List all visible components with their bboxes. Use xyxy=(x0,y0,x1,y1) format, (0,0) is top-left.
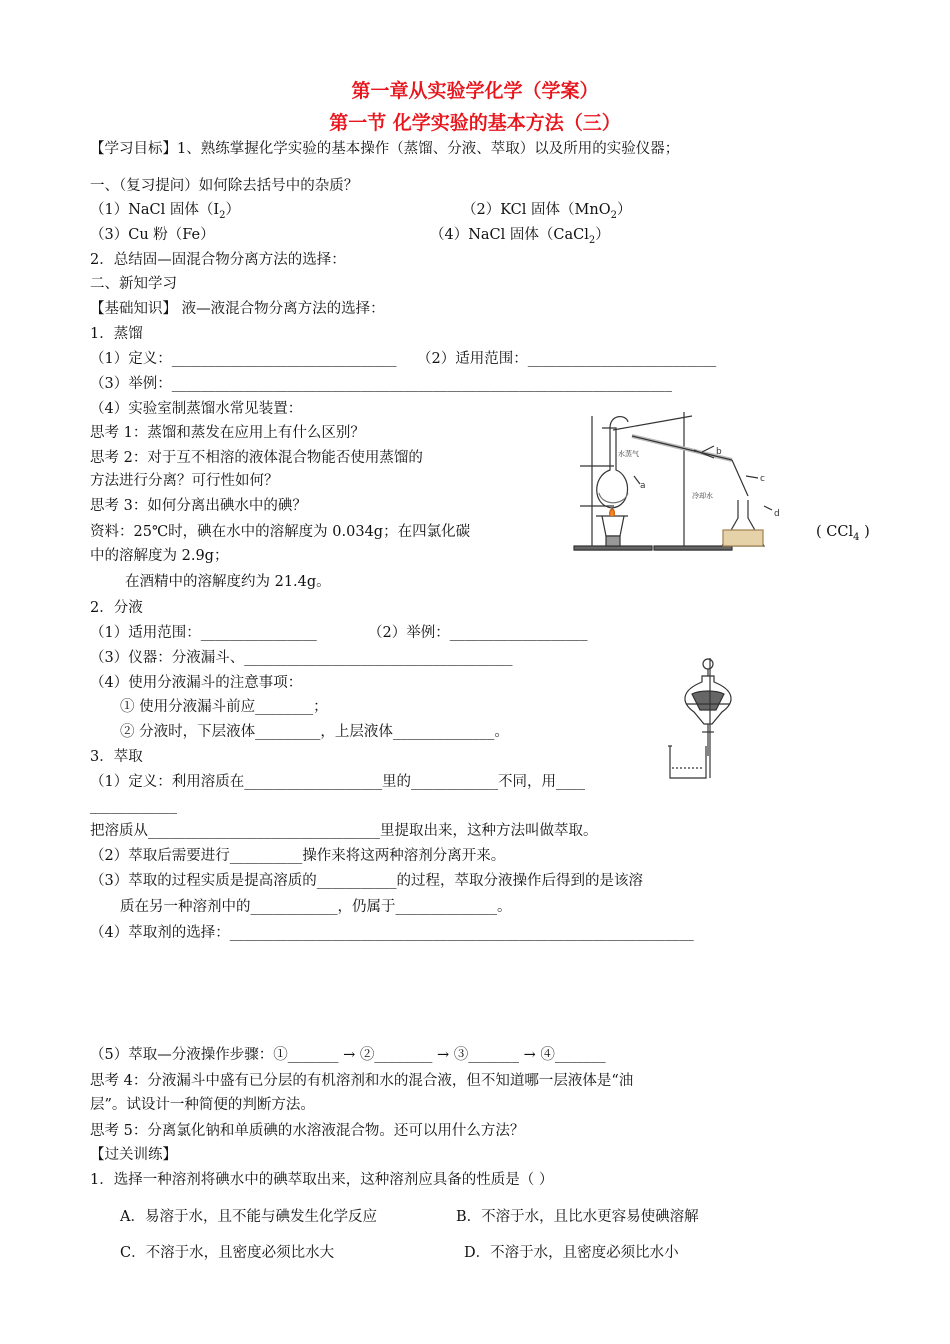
data-note-continued: 中的溶解度为 2.9g； xyxy=(90,548,229,564)
extract-after: （2）萃取后需要进行__________操作来将这两种溶剂分离开来。 xyxy=(90,848,506,864)
separate-instrument: （3）仪器：分液漏斗、_____________________________________ xyxy=(90,650,513,666)
figure-label-c: c xyxy=(760,474,765,484)
think-1: 思考 1：蒸馏和蒸发在应用上有什么区别？ xyxy=(90,425,365,441)
figure-label-a: a xyxy=(640,481,646,491)
separate-notes: （4）使用分液漏斗的注意事项： xyxy=(90,675,303,691)
distill-definition: （1）定义：_______________________________ xyxy=(90,351,397,367)
training-question-1: 1．选择一种溶剂将碘水中的碘萃取出来，这种溶剂应具备的性质是（ ） xyxy=(90,1172,554,1188)
data-note-alcohol: 在酒精中的溶解度约为 21.4g。 xyxy=(125,574,331,590)
data-note: 资料：25℃时，碘在水中的溶解度为 0.034g；在四氯化碳 xyxy=(90,524,471,540)
figure-label-d: d xyxy=(774,509,780,519)
distill-example: （3）举例：_____________________________________________________________________ xyxy=(90,376,672,392)
figure-label-steam: 水蒸气 xyxy=(618,450,639,458)
separate-note-1: ① 使用分液漏斗前应________； xyxy=(120,699,328,715)
learning-objective: 【学习目标】1、熟练掌握化学实验的基本操作（蒸馏、分液、萃取）以及所用的实验仪器； xyxy=(90,141,680,157)
option-c: C．不溶于水，且密度必须比水大 xyxy=(120,1245,335,1261)
review-question-1: （1）NaCl 固体$(I_2)$ xyxy=(90,202,241,221)
extract-agent-choice: （4）萃取剂的选择：________________________________________________________________ xyxy=(90,925,694,941)
separate-example: （2）举例：___________________ xyxy=(368,625,588,641)
separate-note-2: ② 分液时，下层液体_________，上层液体______________。 xyxy=(120,724,509,740)
ccl4-label: ( CCl$_4$ ) xyxy=(816,524,870,543)
think-5: 思考 5：分离氯化钠和单质碘的水溶液混合物。还可以用什么方法？ xyxy=(90,1123,525,1139)
extract-heading: 3．萃取 xyxy=(90,749,143,765)
think-4-continued: 层”。试设计一种简便的判断方法。 xyxy=(90,1097,315,1113)
distill-scope: （2）适用范围：__________________________ xyxy=(417,351,717,367)
think-2: 思考 2：对于互不相溶的液体混合物能否使用蒸馏的 xyxy=(90,450,423,466)
newlearn-heading: 二、新知学习 xyxy=(90,276,177,292)
distill-heading: 1．蒸馏 xyxy=(90,326,143,342)
extract-steps: （5）萃取—分液操作步骤：①_______ → ②________ → ③_______ → ④_______ xyxy=(90,1047,606,1063)
option-a: A．易溶于水，且不能与碘发生化学反应 xyxy=(120,1209,377,1225)
option-b: B．不溶于水，且比水更容易使碘溶解 xyxy=(456,1209,699,1225)
extract-definition-continued: ____________ xyxy=(90,798,177,814)
page-title: 第一章从实验学化学（学案） xyxy=(351,80,599,102)
separate-scope: （1）适用范围：________________ xyxy=(90,625,317,641)
review-question-2: （2）KCl 固体（MnO$_2$） xyxy=(462,202,632,221)
distillation-apparatus-figure xyxy=(572,408,784,553)
review-summary: 2．总结固—固混合物分离方法的选择： xyxy=(90,252,346,268)
review-question-4: （4）NaCl 固体（CaCl$_2$） xyxy=(430,227,610,246)
extract-definition: （1）定义：利用溶质在___________________里的____________不同，用____ xyxy=(90,774,585,790)
separate-heading: 2．分液 xyxy=(90,600,143,616)
training-heading: 【过关训练】 xyxy=(90,1147,177,1163)
extract-essence: （3）萃取的过程实质是提高溶质的___________的过程，萃取分液操作后得到的是该溶 xyxy=(90,873,643,889)
figure-label-b: b xyxy=(716,447,722,457)
review-heading: 一、（复习提问）如何除去括号中的杂质？ xyxy=(90,178,359,194)
distill-apparatus: （4）实验室制蒸馏水常见装置： xyxy=(90,401,303,417)
review-question-3: （3）Cu 粉（Fe） xyxy=(90,227,215,243)
basic-knowledge: 【基础知识】 液—液混合物分离方法的选择： xyxy=(90,301,385,317)
separatory-funnel-figure xyxy=(666,654,738,782)
extract-essence-continued: 质在另一种溶剂中的____________，仍属于______________。 xyxy=(120,899,512,915)
think-4: 思考 4：分液漏斗中盛有已分层的有机溶剂和水的混合液，但不知道哪一层液体是“油 xyxy=(90,1073,634,1089)
figure-label-cooling-water: 冷却水 xyxy=(692,492,713,500)
think-2-continued: 方法进行分离？可行性如何？ xyxy=(90,473,279,489)
think-3: 思考 3：如何分离出碘水中的碘？ xyxy=(90,498,307,514)
extract-definition-2: 把溶质从________________________________里提取出来，这种方法叫做萃取。 xyxy=(90,823,598,839)
option-d: D．不溶于水，且密度必须比水小 xyxy=(464,1245,679,1261)
section-title: 第一节 化学实验的基本方法（三） xyxy=(329,112,621,134)
